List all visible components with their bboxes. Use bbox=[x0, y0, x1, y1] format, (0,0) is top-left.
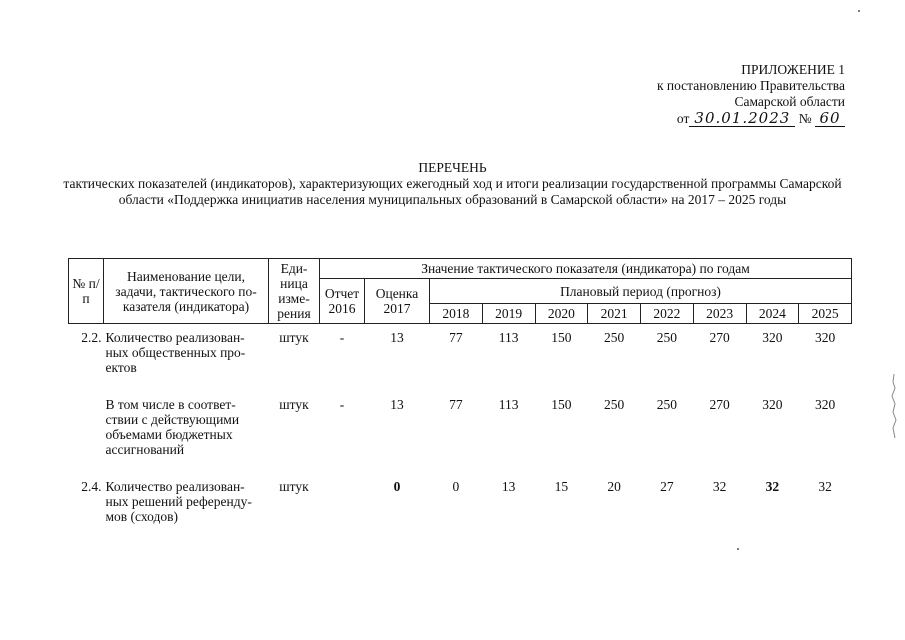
row-value: 32 bbox=[765, 479, 780, 494]
row-value: 250 bbox=[656, 330, 677, 345]
handwritten-date: 30.01.2023 bbox=[689, 110, 795, 127]
document-heading bbox=[0, 160, 905, 208]
row-value: 27 bbox=[660, 479, 674, 494]
header-year: 2023 bbox=[693, 304, 746, 324]
row-report bbox=[320, 457, 365, 524]
header-year: 2025 bbox=[799, 304, 852, 324]
row-number bbox=[69, 375, 104, 457]
document-subtitle: тактических показателей (индикаторов), характеризующих ежегодный ход и итоги реализации государственной программы Самарской области «Поддержка инициатив населения муниципальных образований в Самарской области» на 2017 – 2025 годы bbox=[63, 176, 842, 207]
row-value: 250 bbox=[604, 330, 625, 345]
row-value: 20 bbox=[607, 479, 621, 494]
header-year: 2024 bbox=[746, 304, 799, 324]
row-value: 320 bbox=[815, 330, 836, 345]
row-name: Количество реализован-ных общественных про-ектов bbox=[105, 330, 246, 375]
annex-title: ПРИЛОЖЕНИЕ 1 bbox=[741, 62, 845, 77]
header-number: № п/п bbox=[69, 259, 104, 324]
row-value: 32 bbox=[818, 479, 832, 494]
row-value: 320 bbox=[762, 397, 783, 412]
scan-speck bbox=[858, 10, 860, 12]
row-number: 2.4. bbox=[81, 479, 102, 494]
annex-block bbox=[585, 62, 845, 127]
annex-line-region: Самарской области bbox=[734, 94, 845, 109]
row-name: Количество реализован-ных решений референду-мов (сходов) bbox=[105, 479, 252, 524]
row-value: 150 bbox=[551, 330, 572, 345]
scan-margin-mark bbox=[887, 372, 901, 442]
document-title: ПЕРЕЧЕНЬ bbox=[418, 160, 487, 175]
row-value: 320 bbox=[815, 397, 836, 412]
row-value: 150 bbox=[551, 397, 572, 412]
row-estimate: 13 bbox=[390, 330, 404, 345]
row-estimate: 13 bbox=[390, 397, 404, 412]
table-row bbox=[69, 324, 852, 376]
row-name: В том числе в соответ-ствии с действующими объемами бюджетных ассигнований bbox=[105, 397, 240, 457]
row-value: 270 bbox=[709, 330, 730, 345]
annex-line-resolution: к постановлению Правительства bbox=[656, 78, 845, 93]
row-unit: штук bbox=[279, 330, 309, 345]
row-value: 250 bbox=[604, 397, 625, 412]
header-unit: Еди-ница изме-рения bbox=[269, 259, 320, 324]
row-value: 250 bbox=[656, 397, 677, 412]
handwritten-number: 60 bbox=[815, 110, 845, 127]
header-name: Наименование цели, задачи, тактического по-казателя (индикатора) bbox=[104, 259, 269, 324]
annex-date-number-line bbox=[585, 110, 845, 127]
row-value: 113 bbox=[498, 397, 519, 412]
row-value: 15 bbox=[554, 479, 569, 494]
header-planned-period: Плановый период (прогноз) bbox=[430, 279, 852, 304]
header-values-by-year: Значение тактического показателя (индикатора) по годам bbox=[320, 259, 852, 279]
scan-speck bbox=[737, 548, 739, 550]
row-value: 113 bbox=[498, 330, 519, 345]
header-year: 2019 bbox=[482, 304, 535, 324]
header-report: Отчет 2016 bbox=[320, 279, 365, 324]
row-unit: штук bbox=[279, 479, 309, 494]
row-unit: штук bbox=[279, 397, 309, 412]
table-row bbox=[69, 457, 852, 524]
row-report: - bbox=[339, 397, 345, 412]
header-estimate: Оценка 2017 bbox=[365, 279, 430, 324]
row-value: 270 bbox=[709, 397, 730, 412]
row-value: 77 bbox=[449, 397, 463, 412]
row-value: 77 bbox=[449, 330, 463, 345]
header-year: 2021 bbox=[588, 304, 641, 324]
from-label: от bbox=[676, 111, 690, 126]
header-year: 2022 bbox=[641, 304, 694, 324]
header-year: 2018 bbox=[430, 304, 483, 324]
row-value: 32 bbox=[712, 479, 727, 494]
header-year: 2020 bbox=[535, 304, 588, 324]
row-estimate: 0 bbox=[393, 479, 401, 494]
row-value: 0 bbox=[452, 479, 460, 494]
indicators-table bbox=[68, 258, 852, 524]
row-number: 2.2. bbox=[81, 330, 102, 345]
row-value: 320 bbox=[762, 330, 783, 345]
row-report: - bbox=[339, 330, 345, 345]
row-value: 13 bbox=[501, 479, 516, 494]
table-row bbox=[69, 375, 852, 457]
number-label: № bbox=[798, 111, 812, 126]
